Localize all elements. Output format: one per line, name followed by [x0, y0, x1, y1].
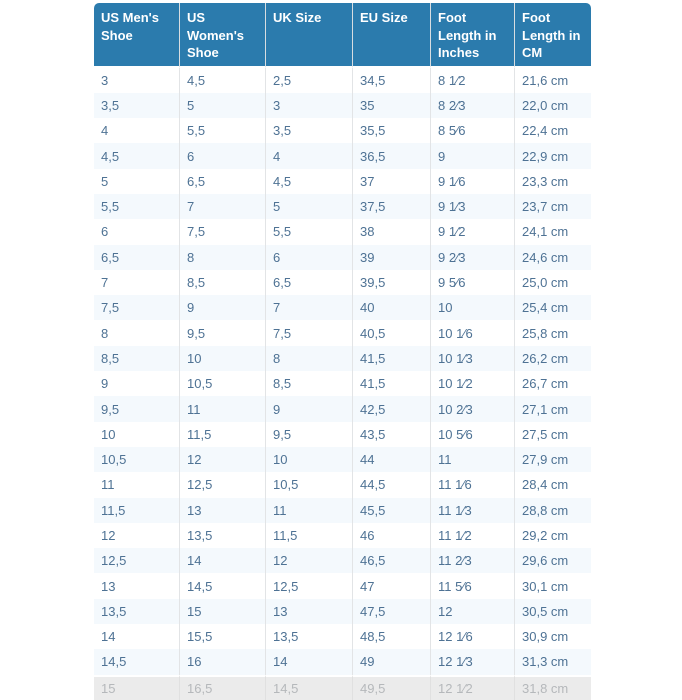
table-cell: 4,5 [180, 68, 266, 93]
table-row [94, 548, 591, 573]
table-cell: 5 [94, 169, 180, 194]
table-cell: 12,5 [94, 548, 180, 573]
column-header: Foot Length in Inches [431, 3, 515, 68]
table-cell: 11 2⁄3 [431, 548, 515, 573]
table-cell: 13 [180, 498, 266, 523]
table-row [94, 472, 591, 497]
table-cell: 14,5 [266, 675, 353, 700]
table-row [94, 219, 591, 244]
table-cell: 9 1⁄2 [431, 219, 515, 244]
table-row [94, 573, 591, 598]
table-cell: 10,5 [180, 371, 266, 396]
table-cell: 3,5 [266, 118, 353, 143]
table-row [94, 320, 591, 345]
table-row [94, 523, 591, 548]
table-cell: 12 [94, 523, 180, 548]
table-cell: 10 2⁄3 [431, 396, 515, 421]
table-row [94, 270, 591, 295]
table-cell: 21,6 cm [522, 72, 569, 88]
table-cell: 15,5 [180, 624, 266, 649]
table-cell: 40 [353, 295, 431, 320]
table-cell: 48,5 [353, 624, 431, 649]
table-cell: 26,7 cm [522, 376, 569, 392]
table-cell: 14 [94, 624, 180, 649]
table-cell: 12 [431, 599, 515, 624]
table-cell: 12 1⁄2 [431, 675, 515, 700]
table-cell: 13 [266, 599, 353, 624]
table-row [94, 396, 591, 421]
table-row [94, 143, 591, 168]
table-cell: 29,2 cm [522, 527, 569, 543]
table-cell: 9 2⁄3 [431, 245, 515, 270]
table-cell: 44 [353, 447, 431, 472]
table-cell: 14 [266, 649, 353, 674]
table-cell: 3 [94, 68, 180, 93]
table-cell: 11 1⁄3 [431, 498, 515, 523]
table-cell: 8 [94, 320, 180, 345]
table-cell: 8,5 [266, 371, 353, 396]
table-cell: 23,7 cm [522, 199, 569, 215]
table-cell: 22,4 cm [522, 123, 569, 139]
table-cell: 36,5 [353, 143, 431, 168]
table-cell: 5,5 [266, 219, 353, 244]
table-cell: 6,5 [94, 245, 180, 270]
table-cell: 41,5 [353, 371, 431, 396]
table-row [94, 599, 591, 624]
table-cell: 10 1⁄3 [431, 346, 515, 371]
table-row [94, 624, 591, 649]
column-header: EU Size [353, 3, 431, 68]
table-cell: 30,5 cm [522, 603, 569, 619]
shoe-size-table [94, 3, 591, 700]
table-cell: 44,5 [353, 472, 431, 497]
table-cell: 40,5 [353, 320, 431, 345]
table-cell: 25,8 cm [522, 325, 569, 341]
table-cell: 27,5 cm [522, 426, 569, 442]
table-cell: 26,2 cm [522, 350, 569, 366]
table-cell: 10 1⁄2 [431, 371, 515, 396]
table-cell: 6 [94, 219, 180, 244]
table-cell: 11 5⁄6 [431, 573, 515, 598]
table-cell: 46 [353, 523, 431, 548]
table-cell: 37 [353, 169, 431, 194]
table-cell: 11 1⁄2 [431, 523, 515, 548]
table-cell: 6,5 [266, 270, 353, 295]
table-cell: 42,5 [353, 396, 431, 421]
table-cell: 46,5 [353, 548, 431, 573]
table-cell: 15 [180, 599, 266, 624]
table-cell: 16,5 [180, 675, 266, 700]
table-cell: 7,5 [94, 295, 180, 320]
table-cell: 7 [94, 270, 180, 295]
table-cell: 9 [266, 396, 353, 421]
table-cell: 5,5 [94, 194, 180, 219]
table-cell: 12,5 [180, 472, 266, 497]
table-cell: 9 [94, 371, 180, 396]
table-header [94, 3, 591, 68]
table-cell: 22,9 cm [522, 148, 569, 164]
table-row [94, 447, 591, 472]
table-cell: 14,5 [180, 573, 266, 598]
table-cell: 37,5 [353, 194, 431, 219]
table-row [94, 245, 591, 270]
table-cell: 35,5 [353, 118, 431, 143]
column-header: US Women's Shoe [180, 3, 266, 68]
table-cell: 47,5 [353, 599, 431, 624]
table-cell: 12,5 [266, 573, 353, 598]
table-cell: 41,5 [353, 346, 431, 371]
table-row [94, 194, 591, 219]
table-cell: 15 [94, 675, 180, 700]
table-cell: 13 [94, 573, 180, 598]
table-cell: 8,5 [180, 270, 266, 295]
table-cell: 35 [353, 93, 431, 118]
table-body [94, 68, 591, 700]
table-cell: 25,4 cm [522, 300, 569, 316]
table-cell: 11 [94, 472, 180, 497]
table-cell: 11 [431, 447, 515, 472]
table-cell: 49,5 [353, 675, 431, 700]
table-cell: 24,1 cm [522, 224, 569, 240]
table-cell: 5 [180, 93, 266, 118]
table-cell: 3 [266, 93, 353, 118]
table-cell: 10 [431, 295, 515, 320]
table-cell: 5 [266, 194, 353, 219]
table-cell: 13,5 [94, 599, 180, 624]
table-cell: 23,3 cm [522, 173, 569, 189]
table-cell: 38 [353, 219, 431, 244]
table-row [94, 169, 591, 194]
table-cell: 9,5 [180, 320, 266, 345]
table-cell: 10,5 [266, 472, 353, 497]
table-cell: 2,5 [266, 68, 353, 93]
table-row [94, 118, 591, 143]
table-cell: 7,5 [180, 219, 266, 244]
table-cell: 4,5 [266, 169, 353, 194]
table-cell: 45,5 [353, 498, 431, 523]
table-cell: 6 [180, 143, 266, 168]
table-cell: 9 5⁄6 [431, 270, 515, 295]
table-row [94, 295, 591, 320]
table-cell: 9 1⁄3 [431, 194, 515, 219]
table-cell: 11 [266, 498, 353, 523]
table-row [94, 346, 591, 371]
table-row-partial [94, 675, 591, 700]
table-cell: 12 1⁄3 [431, 649, 515, 674]
table-cell: 14 [180, 548, 266, 573]
table-row [94, 422, 591, 447]
table-cell: 12 [266, 548, 353, 573]
table-cell: 49 [353, 649, 431, 674]
table-row [94, 68, 591, 93]
table-cell: 8 2⁄3 [431, 93, 515, 118]
table-cell: 5,5 [180, 118, 266, 143]
table-cell: 28,4 cm [522, 477, 569, 493]
table-cell: 6,5 [180, 169, 266, 194]
column-header: US Men's Shoe [94, 3, 180, 68]
table-cell: 3,5 [94, 93, 180, 118]
table-cell: 9 [431, 143, 515, 168]
table-cell: 8 5⁄6 [431, 118, 515, 143]
column-header: UK Size [266, 3, 353, 68]
table-cell: 9 [180, 295, 266, 320]
table-cell: 43,5 [353, 422, 431, 447]
table-cell: 25,0 cm [522, 275, 569, 291]
table-cell: 30,9 cm [522, 629, 569, 645]
table-cell: 31,8 cm [515, 675, 591, 700]
table-cell: 30,1 cm [522, 578, 569, 594]
table-cell: 7 [266, 295, 353, 320]
table-cell: 10 [94, 422, 180, 447]
table-cell: 27,1 cm [522, 401, 569, 417]
table-cell: 9,5 [266, 422, 353, 447]
table-cell: 9 1⁄6 [431, 169, 515, 194]
table-cell: 39,5 [353, 270, 431, 295]
table-cell: 10,5 [94, 447, 180, 472]
table-cell: 6 [266, 245, 353, 270]
table-row [94, 498, 591, 523]
table-cell: 27,9 cm [522, 452, 569, 468]
table-cell: 11,5 [180, 422, 266, 447]
table-cell: 29,6 cm [522, 553, 569, 569]
table-cell: 14,5 [94, 649, 180, 674]
table-cell: 11,5 [94, 498, 180, 523]
table-cell: 4,5 [94, 143, 180, 168]
table-row [94, 371, 591, 396]
table-cell: 10 1⁄6 [431, 320, 515, 345]
header-row [94, 3, 591, 68]
table-cell: 8,5 [94, 346, 180, 371]
table-cell: 10 [266, 447, 353, 472]
table-cell: 7 [180, 194, 266, 219]
table-cell: 8 1⁄2 [431, 68, 515, 93]
table-cell: 11 1⁄6 [431, 472, 515, 497]
table-cell: 11 [180, 396, 266, 421]
table-cell: 8 [180, 245, 266, 270]
table-cell: 39 [353, 245, 431, 270]
table-cell: 16 [180, 649, 266, 674]
table-cell: 12 [180, 447, 266, 472]
table-cell: 24,6 cm [522, 249, 569, 265]
table-row [94, 93, 591, 118]
table-row [94, 649, 591, 674]
table-cell: 22,0 cm [522, 97, 569, 113]
table-cell: 8 [266, 346, 353, 371]
table-cell: 13,5 [180, 523, 266, 548]
table-cell: 13,5 [266, 624, 353, 649]
column-header: Foot Length in CM [515, 3, 591, 68]
table-cell: 9,5 [94, 396, 180, 421]
table-cell: 47 [353, 573, 431, 598]
table-cell: 10 [180, 346, 266, 371]
table-cell: 11,5 [266, 523, 353, 548]
table-cell: 7,5 [266, 320, 353, 345]
table-cell: 10 5⁄6 [431, 422, 515, 447]
table-cell: 31,3 cm [522, 654, 569, 670]
table-cell: 4 [266, 143, 353, 168]
table-cell: 12 1⁄6 [431, 624, 515, 649]
table-cell: 4 [94, 118, 180, 143]
table-cell: 28,8 cm [522, 502, 569, 518]
table-cell: 34,5 [353, 68, 431, 93]
